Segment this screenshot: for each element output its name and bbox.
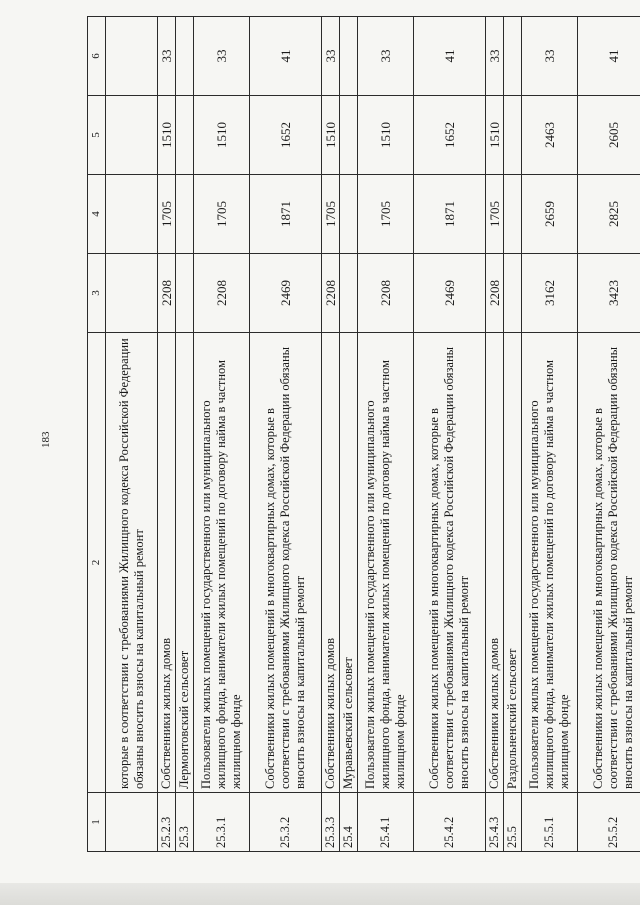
value-col-3 <box>340 254 358 333</box>
rotated-table-sheet <box>87 17 640 852</box>
value-col-6 <box>504 17 522 96</box>
row-description: которые в соответствии с требованиями Жилищного кодекса Российской Федерации обязаны вносить взносы на капитальный ремонт <box>106 333 158 793</box>
row-number: 25.4 <box>340 793 358 852</box>
value-col-4: 1705 <box>158 175 176 254</box>
value-col-4: 1705 <box>358 175 414 254</box>
value-col-3: 2208 <box>486 254 504 333</box>
section-row <box>176 17 194 852</box>
value-col-6: 33 <box>194 17 250 96</box>
value-col-5: 1510 <box>194 96 250 175</box>
row-number: 25.5.1 <box>522 793 578 852</box>
value-col-5: 2605 <box>578 96 640 175</box>
value-col-4 <box>106 175 158 254</box>
row-description: Пользователи жилых помещений государственного или муниципального жилищного фонда, наниматели жилых помещений по договору найма в частном жилищном фонде <box>358 333 414 793</box>
value-col-5: 1510 <box>322 96 340 175</box>
row-number: 25.5 <box>504 793 522 852</box>
row-number: 25.4.2 <box>414 793 486 852</box>
row-number: 25.3.2 <box>250 793 322 852</box>
value-col-3: 2208 <box>358 254 414 333</box>
value-col-3 <box>106 254 158 333</box>
value-col-4: 1705 <box>322 175 340 254</box>
row-description: Собственники жилых помещений в многоквартирных домах, которые в соответствии с требованиями Жилищного кодекса Российской Федерации обязаны вносить взносы на капитальный ремонт <box>250 333 322 793</box>
value-col-6: 33 <box>522 17 578 96</box>
value-col-3: 2208 <box>158 254 176 333</box>
header-cell-4: 4 <box>88 175 106 254</box>
value-col-4: 2659 <box>522 175 578 254</box>
value-col-4: 1705 <box>194 175 250 254</box>
row-description: Собственники жилых помещений в многоквартирных домах, которые в соответствии с требованиями Жилищного кодекса Российской Федерации обязаны вносить взносы на капитальный ремонт <box>578 333 640 793</box>
value-col-5: 1510 <box>358 96 414 175</box>
header-row <box>88 17 106 852</box>
row-description: Собственники жилых домов <box>322 333 340 793</box>
table-row <box>414 17 486 852</box>
section-row <box>340 17 358 852</box>
header-cell-1: 1 <box>88 793 106 852</box>
table-row <box>578 17 640 852</box>
table-row <box>358 17 414 852</box>
row-description: Собственники жилых домов <box>158 333 176 793</box>
section-row <box>504 17 522 852</box>
page-number: 183 <box>40 431 52 448</box>
row-number: 25.4.1 <box>358 793 414 852</box>
value-col-4: 1871 <box>250 175 322 254</box>
value-col-5 <box>340 96 358 175</box>
row-description: Пользователи жилых помещений государственного или муниципального жилищного фонда, наниматели жилых помещений по договору найма в частном жилищном фонде <box>194 333 250 793</box>
value-col-3 <box>176 254 194 333</box>
table-row <box>322 17 340 852</box>
scan-bottom-edge <box>0 883 640 905</box>
value-col-6 <box>176 17 194 96</box>
row-number: 25.3.1 <box>194 793 250 852</box>
table-row <box>158 17 176 852</box>
value-col-4 <box>176 175 194 254</box>
value-col-5 <box>504 96 522 175</box>
section-title: Раздольненский сельсовет <box>504 333 522 793</box>
value-col-5: 1652 <box>250 96 322 175</box>
value-col-3: 2208 <box>322 254 340 333</box>
value-col-5 <box>176 96 194 175</box>
value-col-4: 2825 <box>578 175 640 254</box>
value-col-3: 3162 <box>522 254 578 333</box>
row-number: 25.3 <box>176 793 194 852</box>
row-number <box>106 793 158 852</box>
value-col-6 <box>106 17 158 96</box>
row-description: Пользователи жилых помещений государственного или муниципального жилищного фонда, наниматели жилых помещений по договору найма в частном жилищном фонде <box>522 333 578 793</box>
header-cell-5: 5 <box>88 96 106 175</box>
table-row <box>194 17 250 852</box>
table-row <box>250 17 322 852</box>
value-col-3: 2208 <box>194 254 250 333</box>
value-col-6: 33 <box>486 17 504 96</box>
value-col-3: 2469 <box>414 254 486 333</box>
section-title: Муравьевский сельсовет <box>340 333 358 793</box>
section-title: Лермонтовский сельсовет <box>176 333 194 793</box>
value-col-6: 41 <box>414 17 486 96</box>
value-col-5: 1652 <box>414 96 486 175</box>
tariff-table <box>87 16 640 852</box>
row-number: 25.5.2 <box>578 793 640 852</box>
value-col-6 <box>340 17 358 96</box>
header-cell-6: 6 <box>88 17 106 96</box>
value-col-3: 3423 <box>578 254 640 333</box>
value-col-5 <box>106 96 158 175</box>
value-col-6: 41 <box>250 17 322 96</box>
row-number: 25.2.3 <box>158 793 176 852</box>
value-col-6: 33 <box>158 17 176 96</box>
value-col-4 <box>504 175 522 254</box>
value-col-5: 2463 <box>522 96 578 175</box>
value-col-3 <box>504 254 522 333</box>
value-col-3: 2469 <box>250 254 322 333</box>
value-col-4: 1871 <box>414 175 486 254</box>
table-row <box>522 17 578 852</box>
table-row <box>486 17 504 852</box>
row-description: Собственники жилых помещений в многоквартирных домах, которые в соответствии с требованиями Жилищного кодекса Российской Федерации обязаны вносить взносы на капитальный ремонт <box>414 333 486 793</box>
value-col-6: 33 <box>358 17 414 96</box>
table-row <box>106 17 158 852</box>
row-description: Собственники жилых домов <box>486 333 504 793</box>
header-cell-2: 2 <box>88 333 106 793</box>
value-col-4: 1705 <box>486 175 504 254</box>
value-col-6: 41 <box>578 17 640 96</box>
row-number: 25.3.3 <box>322 793 340 852</box>
value-col-4 <box>340 175 358 254</box>
header-cell-3: 3 <box>88 254 106 333</box>
value-col-5: 1510 <box>158 96 176 175</box>
row-number: 25.4.3 <box>486 793 504 852</box>
value-col-5: 1510 <box>486 96 504 175</box>
value-col-6: 33 <box>322 17 340 96</box>
